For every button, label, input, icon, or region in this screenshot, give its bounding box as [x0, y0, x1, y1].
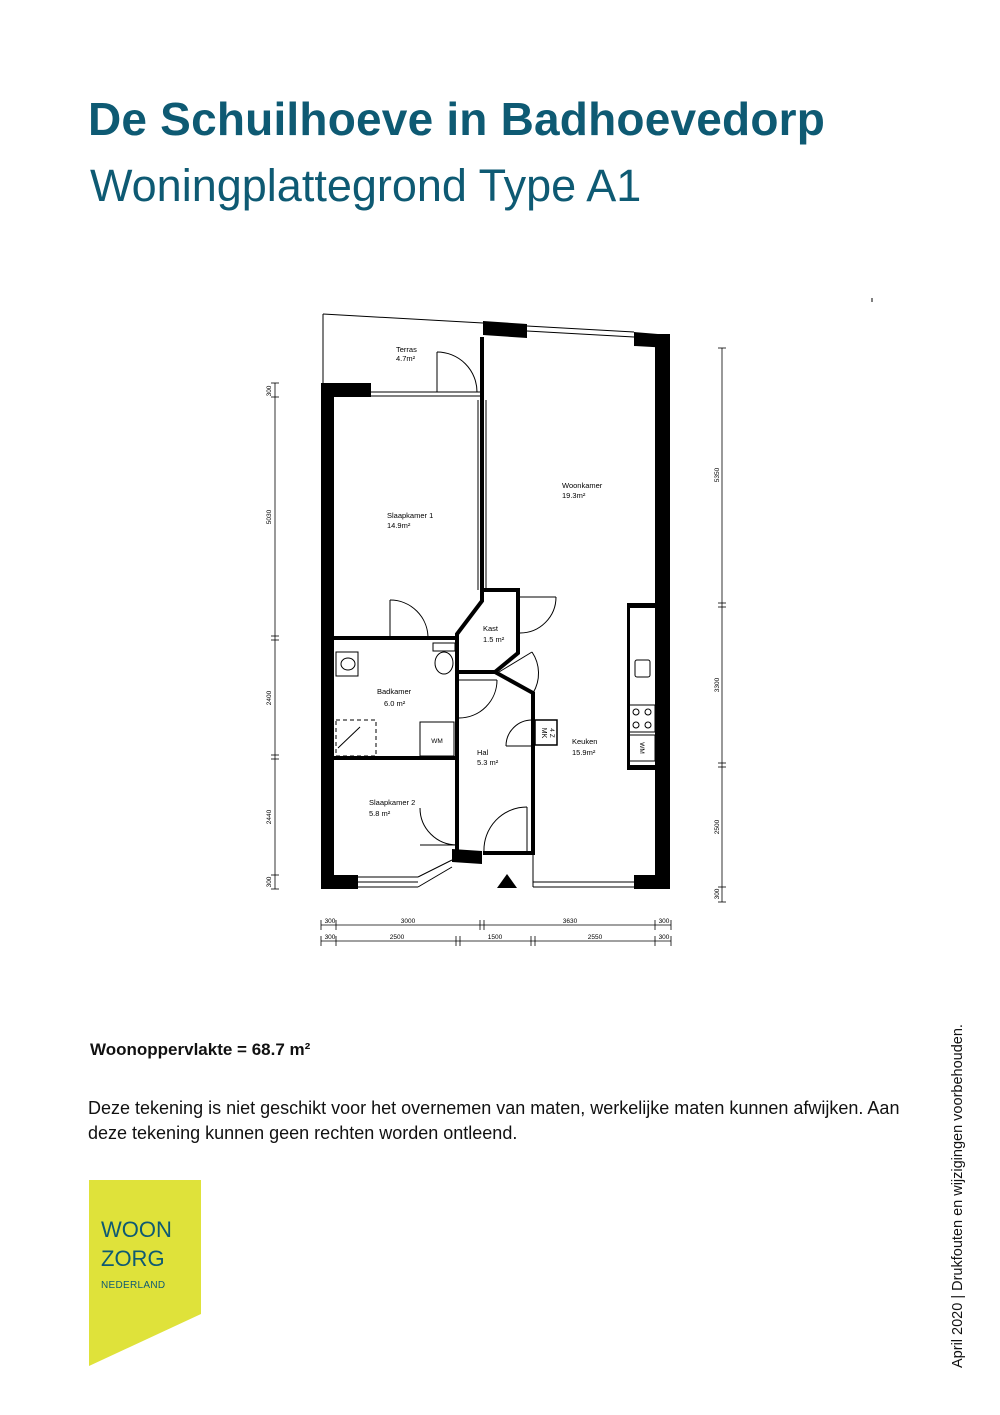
dim-bottom2-2: 2500 [389, 934, 405, 941]
dim-left-2: 5030 [266, 509, 273, 525]
room-keuken-area: 15.9m² [572, 748, 596, 757]
dim-bottom2-1: 300 [324, 934, 336, 941]
room-woonkamer-name: Woonkamer [562, 481, 603, 490]
dim-bottom2-4: 2550 [587, 934, 603, 941]
logo-text-woon: WOON [101, 1217, 172, 1242]
logo-text-zorg: ZORG [101, 1246, 165, 1271]
room-kast-name: Kast [483, 624, 499, 633]
page-title: De Schuilhoeve in Badhoevedorp [88, 93, 826, 145]
entrance-arrow-icon [497, 874, 517, 888]
room-slaapkamer1-area: 14.9m² [387, 521, 411, 530]
dim-bottom1-2: 3000 [400, 918, 416, 925]
dim-left-4: 2440 [266, 809, 273, 825]
room-slaapkamer2-area: 5.8 m² [369, 809, 391, 818]
room-hal-area: 5.3 m² [477, 758, 499, 767]
washer-bath-label: WM [431, 738, 443, 745]
dim-right-2: 3300 [714, 677, 721, 693]
room-woonkamer-area: 19.3m² [562, 491, 586, 500]
dim-right-1: 5350 [714, 467, 721, 483]
washer-kitchen-label: WM [638, 742, 645, 754]
room-terras-area: 4.7m² [396, 354, 416, 363]
floor-plan [0, 280, 1000, 980]
logo-text-nederland: NEDERLAND [101, 1280, 166, 1291]
dim-bottom2-3: 1500 [487, 934, 503, 941]
room-badkamer-area: 6.0 m² [384, 699, 406, 708]
woonzorg-logo [89, 1180, 201, 1366]
dim-bottom1-3: 3630 [562, 918, 578, 925]
meter-cupboard-label: MK [540, 727, 547, 739]
room-slaapkamer1-name: Slaapkamer 1 [387, 511, 434, 520]
dim-left-1: 300 [266, 385, 273, 397]
room-terras-name: Terras [396, 345, 417, 354]
dim-bottom2-5: 300 [658, 934, 670, 941]
meter-cupboard-sub: 4 Z [548, 728, 555, 738]
dim-left-5: 300 [266, 876, 273, 888]
living-area-total: Woonoppervlakte = 68.7 m² [90, 1040, 311, 1059]
room-slaapkamer2-name: Slaapkamer 2 [369, 798, 416, 807]
dim-bottom1-4: 300 [658, 918, 670, 925]
room-keuken-name: Keuken [572, 737, 598, 746]
dim-left-3: 2400 [266, 690, 273, 706]
room-hal-name: Hal [477, 748, 489, 757]
disclaimer-text: Deze tekening is niet geschikt voor het overnemen van maten, werkelijke maten kunnen afwijken. Aan deze tekening kunnen geen rechten worden ontleend. [88, 1098, 900, 1143]
dim-bottom1-1: 300 [324, 918, 336, 925]
room-badkamer-name: Badkamer [377, 687, 412, 696]
room-kast-area: 1.5 m² [483, 635, 505, 644]
dim-right-3: 2500 [714, 819, 721, 835]
dim-right-4: 300 [714, 888, 721, 900]
side-note: April 2020 | Drukfouten en wijzigingen voorbehouden. [950, 1024, 966, 1368]
page-subtitle: Woningplattegrond Type A1 [90, 160, 642, 211]
